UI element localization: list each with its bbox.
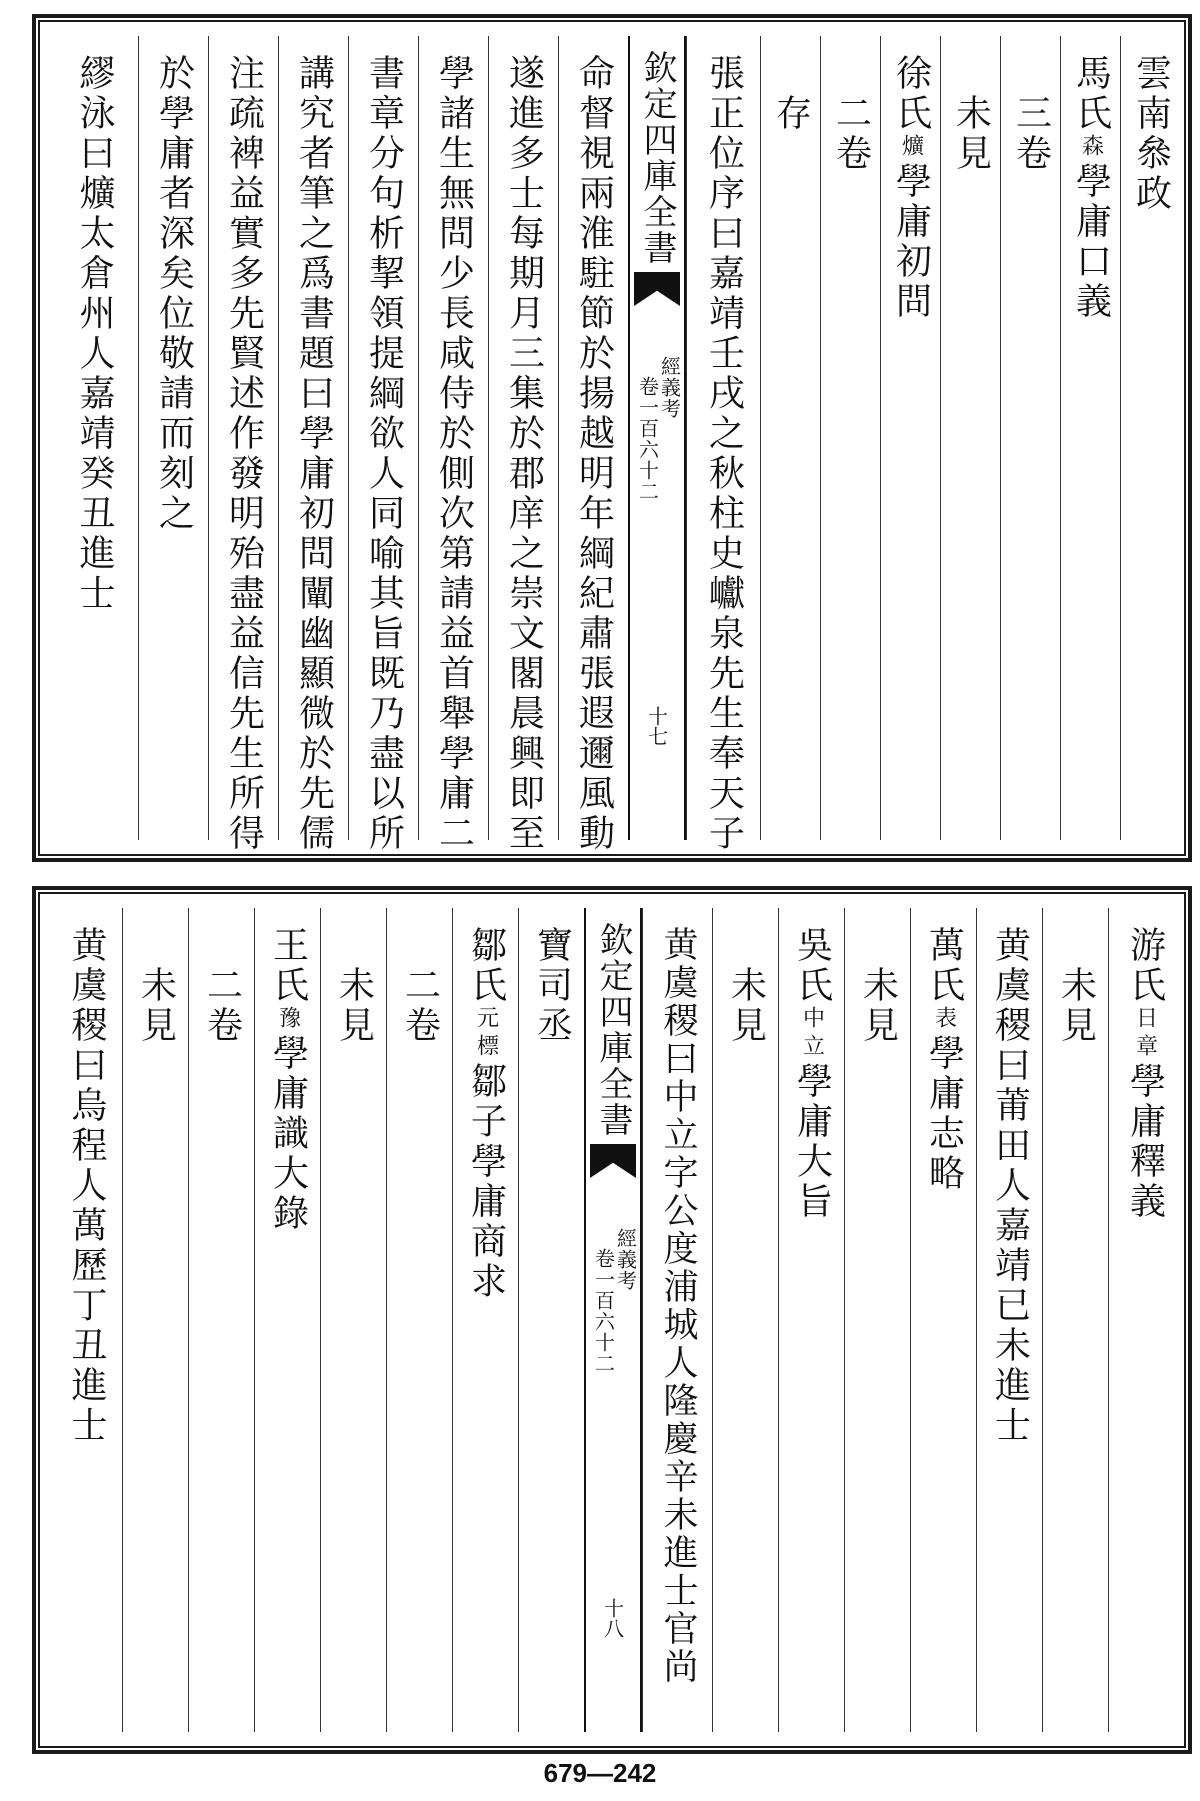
page-footer-number: 679—242	[543, 1758, 657, 1788]
column	[1108, 908, 1180, 1732]
column-text: 二卷	[830, 54, 872, 174]
column	[188, 908, 254, 1732]
column	[418, 36, 488, 854]
column	[348, 36, 418, 854]
column-text: 黄虞稷曰烏程人萬歷丁丑進士	[66, 926, 107, 1446]
column-text: 遂進多士每期月三集於郡庠之崇文閣晨興即至	[503, 54, 545, 854]
column-text: 馬氏森學庸口義	[1070, 54, 1112, 322]
column-text: 黄虞稷曰中立字公度浦城人隆慶辛未進士官尚	[658, 926, 698, 1686]
column	[1042, 908, 1108, 1732]
lower-page	[32, 886, 1192, 1754]
fishtail-mark	[590, 1144, 636, 1178]
column	[488, 36, 558, 854]
column	[712, 908, 778, 1732]
column-text: 游氏日章學庸釋義	[1124, 926, 1166, 1222]
column-text: 徐氏爌學庸初問	[890, 54, 932, 322]
center-title: 欽定四庫全書	[637, 50, 677, 266]
column-text: 注疏裨益實多先賢述作發明殆盡益信先生所得	[223, 54, 265, 854]
column-text: 於學庸者深矣位敬請而刻之	[153, 54, 195, 534]
column	[778, 908, 844, 1732]
column	[320, 908, 386, 1732]
column-text: 雲南叅政	[1130, 54, 1172, 214]
column-text: 鄒氏元標鄒子學庸商求	[465, 926, 507, 1302]
column	[518, 908, 584, 1732]
column-text: 未見	[135, 926, 177, 1046]
column-text: 萬氏表學庸志略	[923, 926, 965, 1194]
column-text: 講究者筆之爲書題曰學庸初問闡幽顯微於先儒	[293, 54, 335, 854]
column-text: 王氏豫學庸識大錄	[267, 926, 309, 1234]
column	[138, 36, 208, 840]
column	[910, 908, 976, 1732]
fishtail-mark	[634, 272, 680, 306]
column	[278, 36, 348, 854]
column	[1060, 36, 1120, 840]
column-text: 吳氏中立學庸大旨	[791, 926, 833, 1222]
center-title: 欽定四庫全書	[593, 922, 633, 1138]
column	[452, 908, 518, 1732]
center-book-title: 經義考	[613, 1228, 638, 1291]
center-page-number: 十八	[600, 1598, 625, 1638]
center-volume: 卷一百六十二	[635, 376, 660, 502]
column	[1000, 36, 1060, 840]
column	[760, 36, 820, 840]
center-fold	[628, 36, 686, 840]
column-text: 命督視兩淮駐節於揚越明年綱紀肅張遐邇風動	[573, 54, 615, 854]
column	[976, 908, 1042, 1732]
column-text: 未見	[857, 926, 899, 1046]
column	[254, 908, 320, 1732]
column	[844, 908, 910, 1732]
column	[686, 36, 760, 854]
column	[50, 36, 138, 840]
column-text: 存	[770, 54, 812, 134]
center-fold	[584, 908, 642, 1732]
column	[940, 36, 1000, 840]
column	[122, 908, 188, 1732]
center-book-title: 經義考	[657, 356, 682, 419]
column	[208, 36, 278, 854]
column	[1120, 36, 1180, 840]
column	[880, 36, 940, 840]
column-text: 二卷	[399, 926, 441, 1046]
upper-page	[32, 14, 1192, 862]
column	[50, 908, 122, 1732]
column	[558, 36, 628, 854]
column-text: 張正位序曰嘉靖壬戌之秋柱史巘泉先生奉天子	[703, 54, 745, 854]
column-text: 繆泳曰爌太倉州人嘉靖癸丑進士	[74, 54, 115, 614]
column-text: 未見	[1055, 926, 1097, 1046]
column-text: 未見	[725, 926, 767, 1046]
column-text: 未見	[950, 54, 992, 174]
column	[386, 908, 452, 1732]
column-text: 學諸生無問少長咸侍於側次第請益首舉學庸二	[433, 54, 475, 854]
column	[820, 36, 880, 840]
column-text: 書章分句析挈領提綱欲人同喻其旨既乃盡以所	[363, 54, 405, 854]
column-text: 未見	[333, 926, 375, 1046]
column	[642, 908, 712, 1732]
column-text: 寶司丞	[531, 926, 573, 1046]
column-text: 三卷	[1010, 54, 1052, 174]
column-text: 黄虞稷曰莆田人嘉靖已未進士	[989, 926, 1031, 1446]
center-page-number: 十七	[644, 706, 669, 746]
center-volume: 卷一百六十二	[591, 1248, 616, 1374]
column-text: 二卷	[201, 926, 243, 1046]
